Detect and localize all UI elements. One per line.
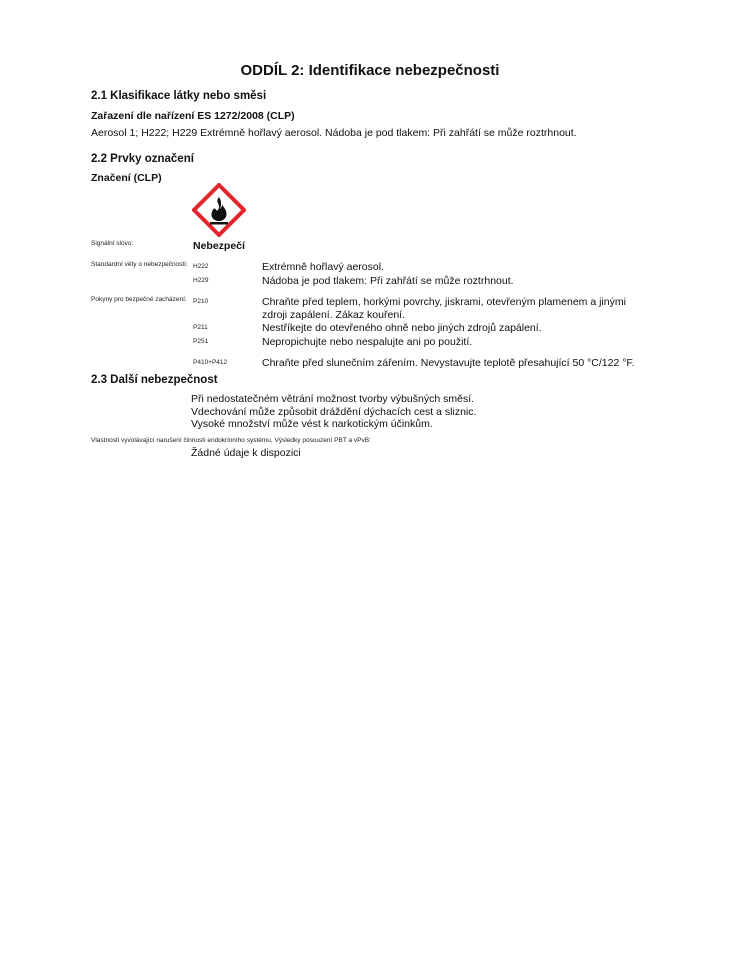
precautionary-code: P410+P412 (193, 359, 228, 366)
other-hazards-list (191, 393, 476, 431)
labelling-subheading: Značení (CLP) (91, 172, 162, 184)
precautionary-text: Chraňte před teplem, horkými povrchy, jiskrami, otevřeným plamenem a jinými (262, 296, 626, 308)
section-2-3-heading: 2.3 Další nebezpečnost (91, 374, 218, 386)
hazard-statements-label: Standardní věty o nebezpečnosti: (91, 261, 188, 268)
precautionary-text: Nepropichujte nebo nespalujte ani po použití. (262, 336, 473, 348)
hazard-code: H229 (193, 277, 209, 284)
precautionary-code: P210 (193, 298, 209, 305)
other-hazard-line: Při nedostatečném větrání možnost tvorby výbušných směsí. (191, 393, 475, 405)
other-hazard-line: Vdechování může způsobit dráždění dýchacích cest a sliznic. (191, 405, 477, 418)
precautionary-text: zdroji zapálení. Zákaz kouření. (262, 309, 405, 321)
endocrine-pbt-value: Žádné údaje k dispozici (191, 447, 301, 459)
classification-text: Aerosol 1; H222; H229 Extrémně hořlavý aerosol. Nádoba je pod tlakem: Při zahřátí se může roztrhnout. (91, 127, 577, 139)
precautionary-code: P251 (193, 338, 209, 345)
precautionary-statements-label: Pokyny pro bezpečné zacházení: (91, 296, 187, 303)
section-title: ODDÍL 2: Identifikace nebezpečnosti (240, 62, 500, 79)
precautionary-code: P211 (193, 324, 208, 331)
endocrine-pbt-label: Vlastnosti vyvolávající narušení činnosti endokrinního systému, Výsledky posouzení PBT a vPvB: (91, 437, 371, 444)
section-2-1-heading: 2.1 Klasifikace látky nebo směsi (91, 90, 267, 102)
signal-word: Nebezpečí (193, 240, 245, 252)
hazard-text: Nádoba je pod tlakem: Při zahřátí se může roztrhnout. (262, 275, 514, 287)
precautionary-text: Chraňte před slunečním zářením. Nevystavujte teplotě přesahující 50 °C/122 °F. (262, 357, 635, 369)
other-hazard-line: Vysoké množství může vést k narkotickým účinkům. (191, 418, 433, 430)
hazard-code: H222 (193, 263, 209, 270)
precautionary-text: Nestříkejte do otevřeného ohně nebo jiných zdrojů zapálení. (262, 322, 542, 334)
signal-word-label: Signální slovo: (91, 240, 134, 247)
section-2-2-heading: 2.2 Prvky označení (91, 153, 194, 165)
hazard-text: Extrémně hořlavý aerosol. (262, 261, 384, 273)
flame-ghs02-icon (192, 183, 246, 237)
clp-regulation-subheading: Zařazení dle nařízení ES 1272/2008 (CLP) (91, 110, 295, 122)
